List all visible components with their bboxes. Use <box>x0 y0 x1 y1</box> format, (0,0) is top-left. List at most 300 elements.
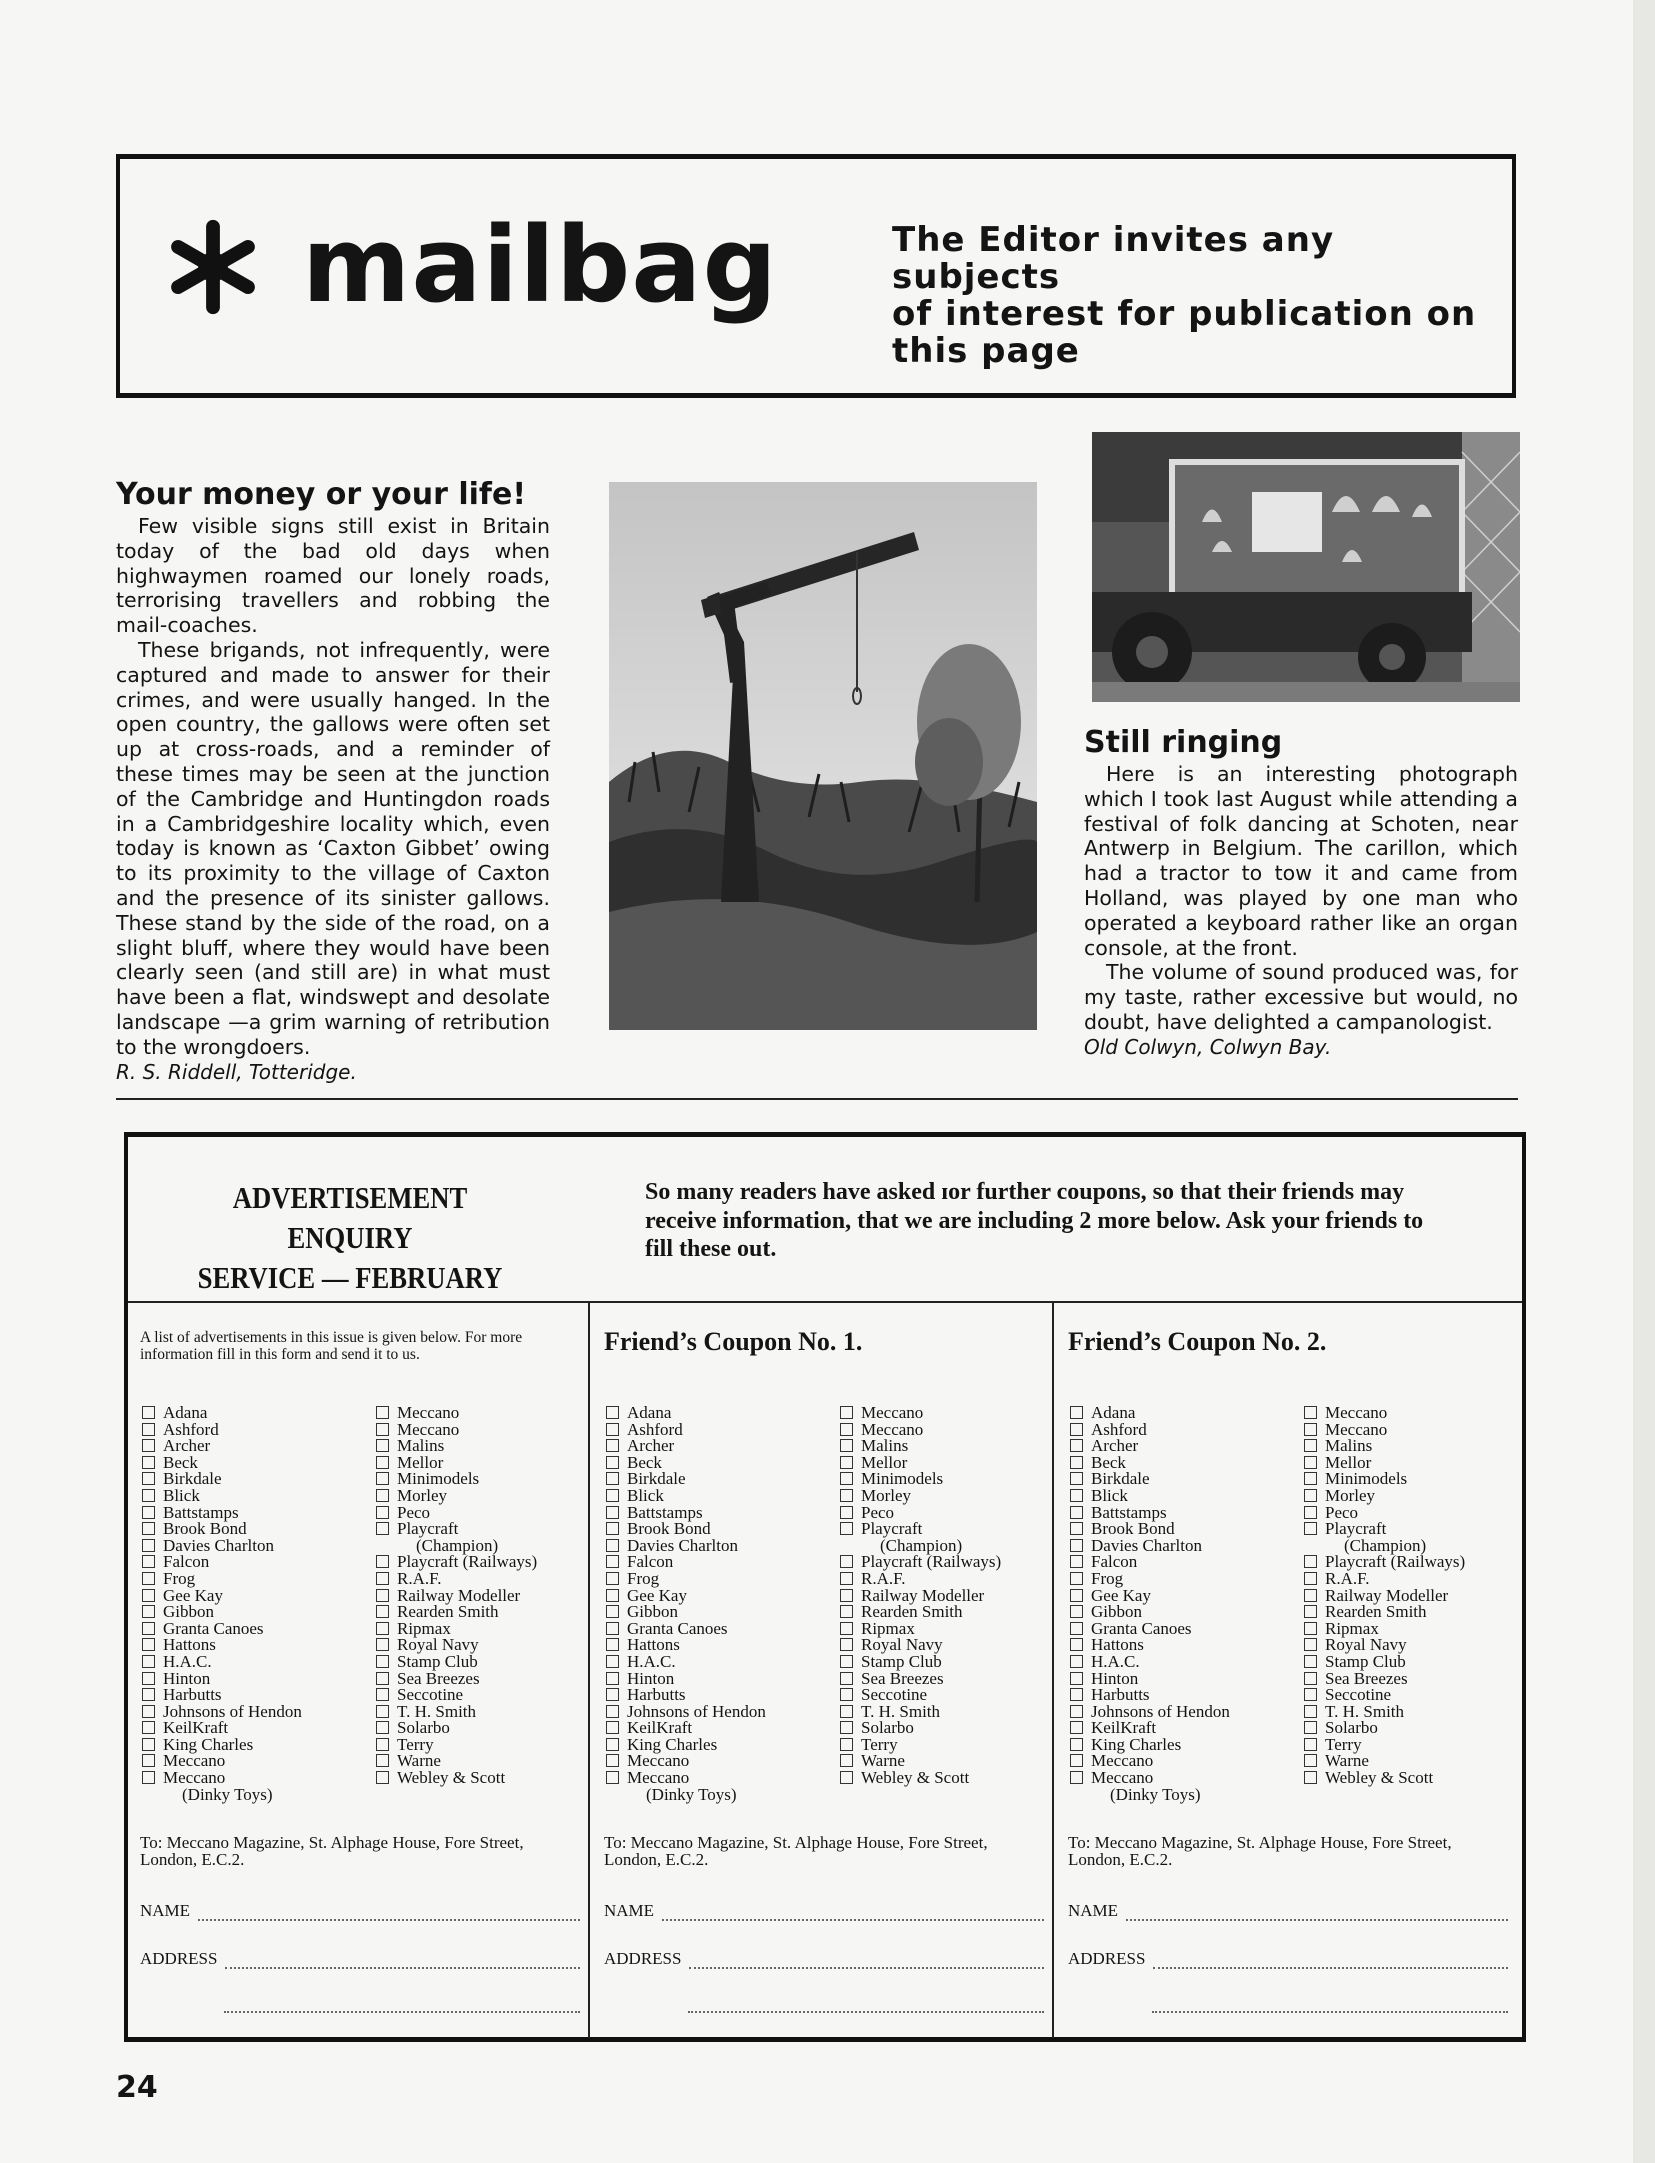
advertiser-label: R.A.F. <box>397 1568 442 1588</box>
checkbox[interactable] <box>606 1672 619 1685</box>
checkbox[interactable] <box>142 1771 155 1784</box>
advertiser-item[interactable] <box>1304 1770 1465 1787</box>
checkbox[interactable] <box>1070 1622 1083 1635</box>
advertiser-label: Railway Modeller <box>397 1585 521 1605</box>
checkbox[interactable] <box>606 1406 619 1419</box>
checkbox[interactable] <box>376 1506 389 1519</box>
checkbox[interactable] <box>840 1721 853 1734</box>
page-number: 24 <box>116 2070 158 2105</box>
checkbox[interactable] <box>1070 1522 1083 1535</box>
checkbox[interactable] <box>840 1589 853 1602</box>
advertiser-label: Falcon <box>163 1552 210 1572</box>
checkbox[interactable] <box>1070 1771 1083 1784</box>
advertiser-label: Battstamps <box>1091 1502 1167 1522</box>
checkbox[interactable] <box>1304 1754 1317 1767</box>
coupon-title: Friend’s Coupon No. 2. <box>1068 1327 1327 1356</box>
address-line-2[interactable] <box>688 2011 1044 2013</box>
advertiser-label: Meccano <box>1091 1768 1154 1788</box>
checkbox[interactable] <box>376 1738 389 1751</box>
checkbox[interactable] <box>1070 1688 1083 1701</box>
advertiser-label: (Champion) <box>416 1535 499 1555</box>
name-label: NAME <box>604 1901 655 1920</box>
checkbox[interactable] <box>840 1439 853 1452</box>
checkbox[interactable] <box>1304 1721 1317 1734</box>
advertiser-label: Peco <box>397 1502 431 1522</box>
checkbox[interactable] <box>840 1423 853 1436</box>
advertiser-label: Beck <box>163 1452 198 1472</box>
advertiser-label: Gee Kay <box>163 1585 223 1605</box>
article-still-ringing <box>1084 724 1518 1060</box>
advertiser-label: Meccano <box>1325 1403 1388 1422</box>
checkbox[interactable] <box>1070 1572 1083 1585</box>
advertiser-label: Sea Breezes <box>397 1668 480 1688</box>
coupon-title: Friend’s Coupon No. 1. <box>604 1327 863 1356</box>
advertiser-label: Ashford <box>163 1419 219 1439</box>
advertiser-label: Playcraft (Railways) <box>861 1552 1002 1572</box>
checkbox[interactable] <box>1070 1539 1083 1552</box>
checkbox[interactable] <box>1304 1555 1317 1568</box>
name-line[interactable] <box>1126 1907 1508 1921</box>
advertiser-label: Minimodels <box>397 1469 480 1489</box>
checkbox[interactable] <box>142 1705 155 1718</box>
article-paragraph: The volume of sound produced was, for my taste, rather excessive but would, no doubt, have delighted a campanologist. <box>1084 960 1518 1034</box>
checkbox[interactable] <box>606 1589 619 1602</box>
advertiser-label: Gibbon <box>627 1602 678 1622</box>
service-note: So many readers have asked ɪor further coupons, so that their friends may receive information, that we are including 2 more below. Ask your friends to fill these out. <box>645 1179 1424 1262</box>
advertiser-label: Seccotine <box>861 1685 928 1705</box>
advertiser-label: Birkdale <box>163 1469 222 1489</box>
editor-note-line: this page <box>892 331 1080 371</box>
advertiser-label: Railway Modeller <box>1325 1585 1449 1605</box>
address-label: ADDRESS <box>1068 1949 1146 1968</box>
checkbox[interactable] <box>606 1638 619 1651</box>
advertiser-label: Stamp Club <box>861 1651 942 1671</box>
checkbox[interactable] <box>1070 1721 1083 1734</box>
checkbox[interactable] <box>1304 1406 1317 1419</box>
checkbox[interactable] <box>376 1672 389 1685</box>
checkbox[interactable] <box>606 1539 619 1552</box>
checkbox[interactable] <box>376 1705 389 1718</box>
advertiser-label: Morley <box>397 1485 448 1505</box>
advertiser-label: Harbutts <box>163 1685 222 1705</box>
advertiser-label: Birkdale <box>1091 1469 1150 1489</box>
checkbox[interactable] <box>1304 1655 1317 1668</box>
checkbox[interactable] <box>840 1754 853 1767</box>
advertiser-label: Archer <box>1091 1436 1139 1456</box>
checkbox[interactable] <box>1070 1754 1083 1767</box>
checkbox[interactable] <box>1304 1572 1317 1585</box>
article-title: Still ringing <box>1084 725 1283 760</box>
advertiser-label: Ripmax <box>397 1618 451 1638</box>
checkbox[interactable] <box>142 1555 155 1568</box>
advertiser-label: Gibbon <box>1091 1602 1142 1622</box>
checkbox[interactable] <box>142 1439 155 1452</box>
checkbox[interactable] <box>840 1572 853 1585</box>
checkbox[interactable] <box>376 1622 389 1635</box>
advertiser-item[interactable] <box>840 1770 1001 1787</box>
checkbox[interactable] <box>1304 1688 1317 1701</box>
checkbox[interactable] <box>1304 1771 1317 1784</box>
advertiser-label: Warne <box>861 1751 905 1771</box>
advertiser-label: (Champion) <box>1344 1535 1427 1555</box>
send-to-address: To: Meccano Magazine, St. Alphage House, Fore Street, London, E.C.2. <box>140 1833 524 1869</box>
checkbox[interactable] <box>1304 1622 1317 1635</box>
advertiser-label: Rearden Smith <box>861 1602 963 1622</box>
checkbox[interactable] <box>376 1771 389 1784</box>
advertiser-label: Adana <box>627 1403 672 1422</box>
advertiser-label: Mellor <box>861 1452 908 1472</box>
advertiser-label: Granta Canoes <box>163 1618 264 1638</box>
checkbox[interactable] <box>840 1672 853 1685</box>
advertiser-label: Blick <box>163 1485 200 1505</box>
checkbox[interactable] <box>1304 1522 1317 1535</box>
checkbox[interactable] <box>606 1705 619 1718</box>
checkbox[interactable] <box>142 1638 155 1651</box>
name-line[interactable] <box>662 1907 1044 1921</box>
checkbox[interactable] <box>376 1754 389 1767</box>
advertiser-label: Stamp Club <box>397 1651 478 1671</box>
advertiser-label: Johnsons of Hendon <box>163 1701 302 1721</box>
checkbox[interactable] <box>840 1738 853 1751</box>
advertiser-label: Meccano <box>1091 1751 1154 1771</box>
address-label: ADDRESS <box>140 1949 218 1968</box>
advertiser-label: Harbutts <box>1091 1685 1150 1705</box>
checkbox[interactable] <box>840 1472 853 1485</box>
article-signature: R. S. Riddell, Totteridge. <box>116 1059 357 1084</box>
advertiser-label: R.A.F. <box>861 1568 906 1588</box>
checkbox[interactable] <box>376 1489 389 1502</box>
checkbox[interactable] <box>1070 1605 1083 1618</box>
advertiser-label: Peco <box>861 1502 895 1522</box>
advertiser-label: Hinton <box>163 1668 211 1688</box>
checkbox[interactable] <box>1070 1456 1083 1469</box>
advertiser-label: Battstamps <box>163 1502 239 1522</box>
address-line[interactable] <box>225 1955 580 1969</box>
name-field[interactable] <box>604 1901 1044 1921</box>
advertiser-label: Falcon <box>627 1552 674 1572</box>
article-paragraph: Few visible signs still exist in Britain today of the bad old days when highwaymen roamed our lonely roads, terrorising travellers and robbing the mail-coaches. <box>116 514 550 638</box>
name-field[interactable] <box>140 1901 580 1921</box>
advertiser-label: (Champion) <box>880 1535 963 1555</box>
advertiser-label: Johnsons of Hendon <box>1091 1701 1230 1721</box>
advertiser-label: Warne <box>1325 1751 1369 1771</box>
advertiser-label: Davies Charlton <box>1091 1535 1202 1555</box>
checkbox[interactable] <box>376 1406 389 1419</box>
advertiser-label: Morley <box>1325 1485 1376 1505</box>
checkbox[interactable] <box>840 1555 853 1568</box>
advertiser-item[interactable] <box>376 1770 537 1787</box>
checkbox[interactable] <box>1070 1472 1083 1485</box>
advertiser-item <box>606 1784 766 1804</box>
address-line-2[interactable] <box>1152 2011 1508 2013</box>
checkbox[interactable] <box>606 1555 619 1568</box>
name-field[interactable] <box>1068 1901 1508 1921</box>
advertiser-label: Ashford <box>627 1419 683 1439</box>
gibbet-photo <box>609 482 1037 1030</box>
checkbox[interactable] <box>376 1605 389 1618</box>
advertiser-label: H.A.C. <box>627 1651 676 1671</box>
advertiser-label: Hattons <box>163 1635 216 1655</box>
advertiser-label: Sea Breezes <box>861 1668 944 1688</box>
checkbox[interactable] <box>376 1589 389 1602</box>
coupon-friend-1 <box>590 1303 1052 2033</box>
checkbox[interactable] <box>142 1622 155 1635</box>
advertiser-label: Terry <box>397 1734 434 1754</box>
checkbox[interactable] <box>1304 1423 1317 1436</box>
advertiser-label: Frog <box>627 1568 660 1588</box>
advertiser-label: Granta Canoes <box>1091 1618 1192 1638</box>
checkbox[interactable] <box>142 1406 155 1419</box>
checkbox[interactable] <box>142 1522 155 1535</box>
advertiser-label: Mellor <box>1325 1452 1372 1472</box>
checkbox[interactable] <box>376 1688 389 1701</box>
advertiser-label: Archer <box>627 1436 675 1456</box>
checkbox[interactable] <box>142 1655 155 1668</box>
advertiser-label: Gee Kay <box>627 1585 687 1605</box>
advertiser-label: Archer <box>163 1436 211 1456</box>
advertiser-label: Frog <box>1091 1568 1124 1588</box>
advertiser-label: (Dinky Toys) <box>646 1784 737 1804</box>
advertiser-label: Beck <box>1091 1452 1126 1472</box>
checkbox[interactable] <box>1304 1472 1317 1485</box>
checkbox[interactable] <box>142 1721 155 1734</box>
mailbag-title: mailbag <box>302 204 778 326</box>
checkbox[interactable] <box>376 1638 389 1651</box>
checkbox[interactable] <box>1070 1506 1083 1519</box>
advertiser-label: Ripmax <box>861 1618 915 1638</box>
advertiser-list-left <box>142 1405 302 1803</box>
advertiser-label: Playcraft <box>1325 1519 1387 1539</box>
checkbox[interactable] <box>606 1472 619 1485</box>
advertiser-label: Hinton <box>1091 1668 1139 1688</box>
checkbox[interactable] <box>840 1456 853 1469</box>
advertiser-label: Blick <box>627 1485 664 1505</box>
advertiser-label: Seccotine <box>397 1685 464 1705</box>
advertiser-list-left <box>1070 1405 1230 1803</box>
checkbox[interactable] <box>376 1439 389 1452</box>
checkbox[interactable] <box>606 1522 619 1535</box>
checkbox[interactable] <box>142 1605 155 1618</box>
address-label: ADDRESS <box>604 1949 682 1968</box>
advertiser-label: Granta Canoes <box>627 1618 728 1638</box>
checkbox[interactable] <box>142 1672 155 1685</box>
checkbox[interactable] <box>1304 1489 1317 1502</box>
checkbox[interactable] <box>376 1555 389 1568</box>
advertiser-label: (Dinky Toys) <box>1110 1784 1201 1804</box>
checkbox[interactable] <box>1304 1738 1317 1751</box>
checkbox[interactable] <box>376 1522 389 1535</box>
checkbox[interactable] <box>1304 1672 1317 1685</box>
advertiser-label: Ashford <box>1091 1419 1147 1439</box>
checkbox[interactable] <box>1070 1406 1083 1419</box>
checkbox[interactable] <box>376 1655 389 1668</box>
checkbox[interactable] <box>840 1655 853 1668</box>
advertiser-label: Blick <box>1091 1485 1128 1505</box>
checkbox[interactable] <box>1070 1638 1083 1651</box>
checkbox[interactable] <box>606 1489 619 1502</box>
checkbox[interactable] <box>1070 1738 1083 1751</box>
checkbox[interactable] <box>142 1489 155 1502</box>
checkbox[interactable] <box>142 1456 155 1469</box>
checkbox[interactable] <box>376 1572 389 1585</box>
checkbox[interactable] <box>606 1506 619 1519</box>
coupon-friend-2 <box>1054 1303 1516 2033</box>
checkbox[interactable] <box>1304 1439 1317 1452</box>
send-to-address: To: Meccano Magazine, St. Alphage House, Fore Street, London, E.C.2. <box>1068 1833 1452 1869</box>
advertiser-label: Mellor <box>397 1452 444 1472</box>
checkbox[interactable] <box>142 1572 155 1585</box>
checkbox[interactable] <box>1070 1555 1083 1568</box>
checkbox[interactable] <box>606 1688 619 1701</box>
checkbox[interactable] <box>840 1605 853 1618</box>
checkbox[interactable] <box>1304 1705 1317 1718</box>
carillon-photo <box>1092 432 1520 702</box>
checkbox[interactable] <box>1304 1638 1317 1651</box>
page-edge-shadow <box>1633 0 1655 2163</box>
checkbox[interactable] <box>1070 1655 1083 1668</box>
checkbox[interactable] <box>606 1423 619 1436</box>
article-signature: Old Colwyn, Colwyn Bay. <box>1084 1034 1332 1059</box>
checkbox[interactable] <box>1070 1589 1083 1602</box>
checkbox[interactable] <box>1070 1705 1083 1718</box>
advertiser-label: Solarbo <box>397 1718 450 1738</box>
send-to-address: To: Meccano Magazine, St. Alphage House, Fore Street, London, E.C.2. <box>604 1833 988 1869</box>
advertiser-label: Meccano <box>861 1403 924 1422</box>
advertiser-label: Meccano <box>861 1419 924 1439</box>
checkbox[interactable] <box>142 1589 155 1602</box>
checkbox[interactable] <box>606 1439 619 1452</box>
checkbox[interactable] <box>606 1771 619 1784</box>
advertiser-label: Sea Breezes <box>1325 1668 1408 1688</box>
checkbox[interactable] <box>840 1688 853 1701</box>
checkbox[interactable] <box>606 1738 619 1751</box>
advertiser-label: Davies Charlton <box>627 1535 738 1555</box>
advertiser-label: King Charles <box>163 1734 254 1754</box>
advertiser-label: Malins <box>397 1436 445 1456</box>
checkbox[interactable] <box>1070 1423 1083 1436</box>
checkbox[interactable] <box>142 1539 155 1552</box>
advertiser-label: Brook Bond <box>627 1519 711 1539</box>
checkbox[interactable] <box>606 1622 619 1635</box>
advertiser-label: Meccano <box>627 1751 690 1771</box>
advertiser-label: Royal Navy <box>861 1635 943 1655</box>
checkbox[interactable] <box>142 1423 155 1436</box>
checkbox[interactable] <box>1070 1672 1083 1685</box>
advertiser-label: T. H. Smith <box>397 1701 477 1721</box>
advertiser-label: KeilKraft <box>1091 1718 1157 1738</box>
advertiser-label: Meccano <box>1325 1419 1388 1439</box>
address-line-2[interactable] <box>224 2011 580 2013</box>
section-divider <box>116 1098 1518 1100</box>
checkbox[interactable] <box>1304 1589 1317 1602</box>
checkbox[interactable] <box>142 1738 155 1751</box>
name-label: NAME <box>140 1901 191 1920</box>
advertiser-label: Railway Modeller <box>861 1585 985 1605</box>
advertiser-label: Meccano <box>397 1403 460 1422</box>
checkbox[interactable] <box>840 1489 853 1502</box>
checkbox[interactable] <box>606 1572 619 1585</box>
checkbox[interactable] <box>376 1472 389 1485</box>
checkbox[interactable] <box>1070 1489 1083 1502</box>
checkbox[interactable] <box>840 1705 853 1718</box>
checkbox[interactable] <box>606 1721 619 1734</box>
address-line[interactable] <box>689 1955 1044 1969</box>
checkbox[interactable] <box>142 1506 155 1519</box>
checkbox[interactable] <box>142 1688 155 1701</box>
checkbox[interactable] <box>840 1522 853 1535</box>
advertiser-label: Seccotine <box>1325 1685 1392 1705</box>
advertiser-label: Harbutts <box>627 1685 686 1705</box>
name-line[interactable] <box>198 1907 580 1921</box>
checkbox[interactable] <box>142 1472 155 1485</box>
checkbox[interactable] <box>606 1655 619 1668</box>
asterisk-icon <box>160 214 266 320</box>
advertiser-label: Frog <box>163 1568 196 1588</box>
article-title: Your money or your life! <box>116 477 527 512</box>
advertiser-label: King Charles <box>627 1734 718 1754</box>
checkbox[interactable] <box>1304 1456 1317 1469</box>
advertiser-list-right <box>376 1405 537 1787</box>
advertiser-label: Adana <box>163 1403 208 1422</box>
editor-note-line: of interest for publication on <box>892 294 1477 334</box>
advertiser-label: Playcraft (Railways) <box>1325 1552 1466 1572</box>
address-line[interactable] <box>1153 1955 1508 1969</box>
checkbox[interactable] <box>376 1721 389 1734</box>
advertiser-label: Webley & Scott <box>397 1768 506 1788</box>
checkbox[interactable] <box>840 1622 853 1635</box>
advertiser-label: Meccano <box>163 1768 226 1788</box>
checkbox[interactable] <box>840 1771 853 1784</box>
checkbox[interactable] <box>1304 1605 1317 1618</box>
advertiser-label: Malins <box>861 1436 909 1456</box>
checkbox[interactable] <box>376 1456 389 1469</box>
checkbox[interactable] <box>606 1456 619 1469</box>
advertiser-label: Johnsons of Hendon <box>627 1701 766 1721</box>
checkbox[interactable] <box>1070 1439 1083 1452</box>
checkbox[interactable] <box>606 1754 619 1767</box>
advertiser-label: H.A.C. <box>1091 1651 1140 1671</box>
advertiser-item <box>1070 1784 1230 1804</box>
address-field[interactable] <box>604 1949 1044 1969</box>
advertiser-label: Playcraft (Railways) <box>397 1552 538 1572</box>
advertiser-label: Malins <box>1325 1436 1373 1456</box>
advertiser-label: Falcon <box>1091 1552 1138 1572</box>
advertiser-label: Playcraft <box>397 1519 459 1539</box>
advertiser-label: Gee Kay <box>1091 1585 1151 1605</box>
checkbox[interactable] <box>606 1605 619 1618</box>
checkbox[interactable] <box>840 1506 853 1519</box>
advertiser-label: KeilKraft <box>163 1718 229 1738</box>
advertiser-label: Royal Navy <box>1325 1635 1407 1655</box>
article-paragraph: These brigands, not infrequently, were captured and made to answer for their crimes, and were usually hanged. In the open country, the gallows were often set up at cross-roads, and a reminder of these times may be seen at the junction of the Cambridge and Huntingdon roads in a Cambridgeshire locality which, even today is known as ‘Caxton Gibbet’ owing to its proximity to the village of Caxton and the presence of its sinister gallows. These stand by the side of the road, on a slight bluff, where they would have been clearly seen (and still are) in what must have been a flat, windswept and desolate landscape —a grim warning of retribution to the wrongdoers. <box>116 637 550 1059</box>
address-field[interactable] <box>1068 1949 1508 1969</box>
service-title <box>178 1178 522 1298</box>
advertiser-label: Adana <box>1091 1403 1136 1422</box>
checkbox[interactable] <box>376 1423 389 1436</box>
editor-note-line: The Editor invites any subjects <box>892 220 1335 297</box>
checkbox[interactable] <box>142 1754 155 1767</box>
checkbox[interactable] <box>840 1638 853 1651</box>
address-field[interactable] <box>140 1949 580 1969</box>
advertiser-label: Minimodels <box>861 1469 944 1489</box>
advertiser-label: Battstamps <box>627 1502 703 1522</box>
name-label: NAME <box>1068 1901 1119 1920</box>
coupon-main <box>126 1303 588 2033</box>
advertiser-label: Solarbo <box>861 1718 914 1738</box>
checkbox[interactable] <box>1304 1506 1317 1519</box>
checkbox[interactable] <box>840 1406 853 1419</box>
advertiser-label: Webley & Scott <box>861 1768 970 1788</box>
